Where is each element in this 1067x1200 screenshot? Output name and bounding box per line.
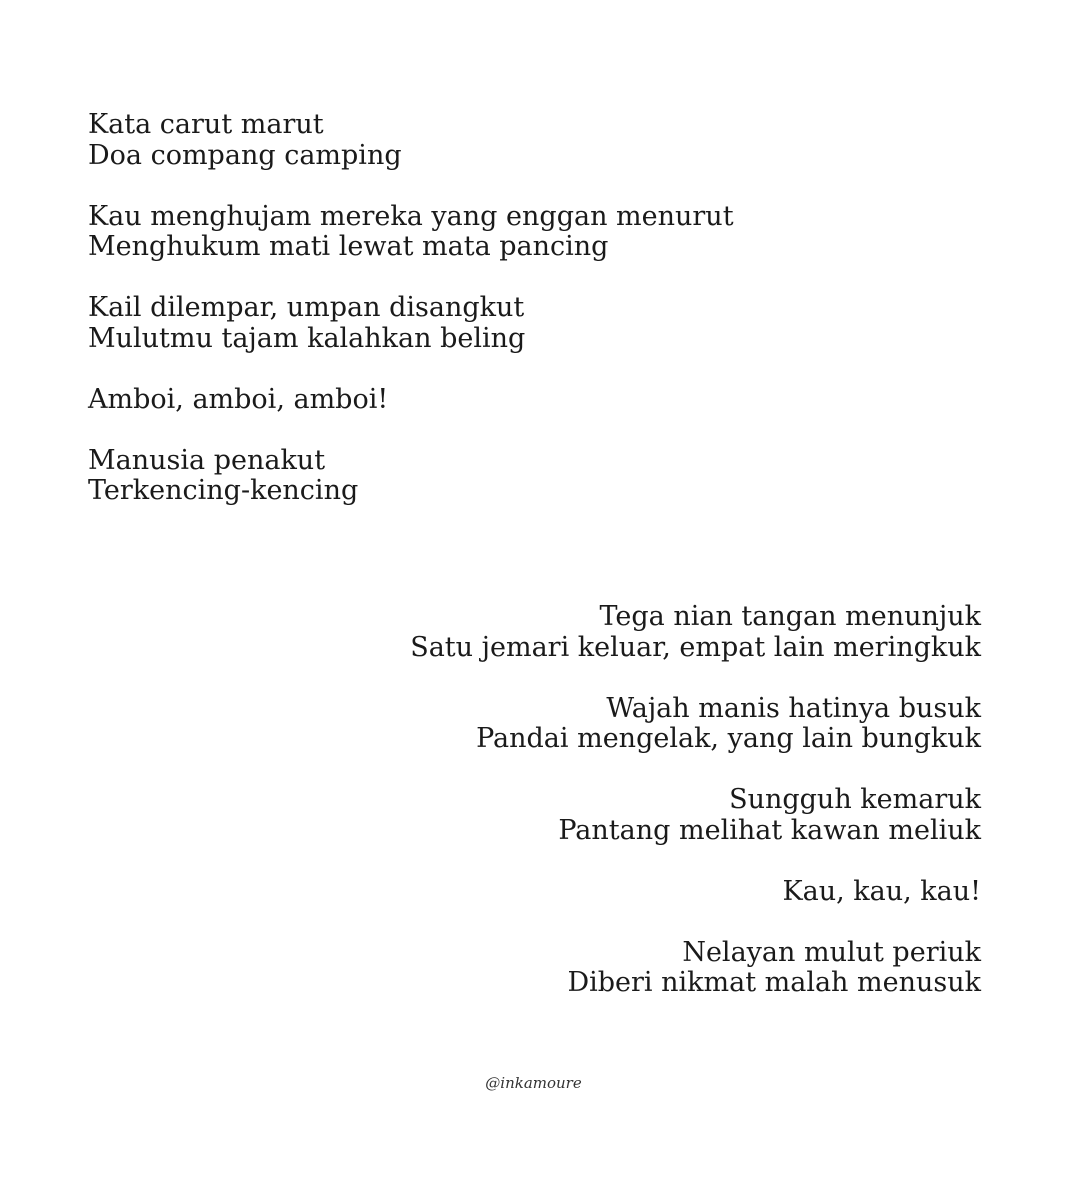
poem-left-column [88,110,788,507]
stanza [281,694,981,755]
stanza [281,602,981,663]
poem-line: Tega nian tangan menunjuk [599,601,981,632]
poem-line: Terkencing-kencing [88,475,359,506]
poem-line: Kail dilempar, umpan disangkut [88,292,525,323]
stanza [281,785,981,846]
poem-line: Kata carut marut [88,109,324,140]
poem-line: Wajah manis hatinya busuk [606,692,981,724]
poem-line: Nelayan mulut periuk [682,936,981,968]
poem-line: Satu jemari keluar, empat lain meringkuk [410,631,981,663]
stanza [88,202,788,263]
poem-line: Diberi nikmat malah menusuk [567,967,981,998]
poem-line: Pantang melihat kawan meliuk [558,814,981,846]
poem-right-column [281,602,981,999]
stanza [281,877,981,908]
stanza [88,446,788,507]
poem-line: Amboi, amboi, amboi! [88,383,389,415]
poem-line: Menghukum mati lewat mata pancing [88,231,609,262]
stanza [88,293,788,354]
poem-line: Manusia penakut [88,444,326,476]
poem-line: Doa compang camping [88,139,402,171]
stanza [88,110,788,171]
poem-line: Pandai mengelak, yang lain bungkuk [476,723,981,754]
stanza [281,938,981,999]
poem-line: Sungguh kemaruk [729,784,981,815]
stanza [88,385,788,416]
author-signature: @inkamoure [485,1074,582,1092]
poem-line: Mulutmu tajam kalahkan beling [88,322,526,354]
poem-line: Kau, kau, kau! [782,875,981,907]
poem-line: Kau menghujam mereka yang enggan menurut [88,200,734,232]
